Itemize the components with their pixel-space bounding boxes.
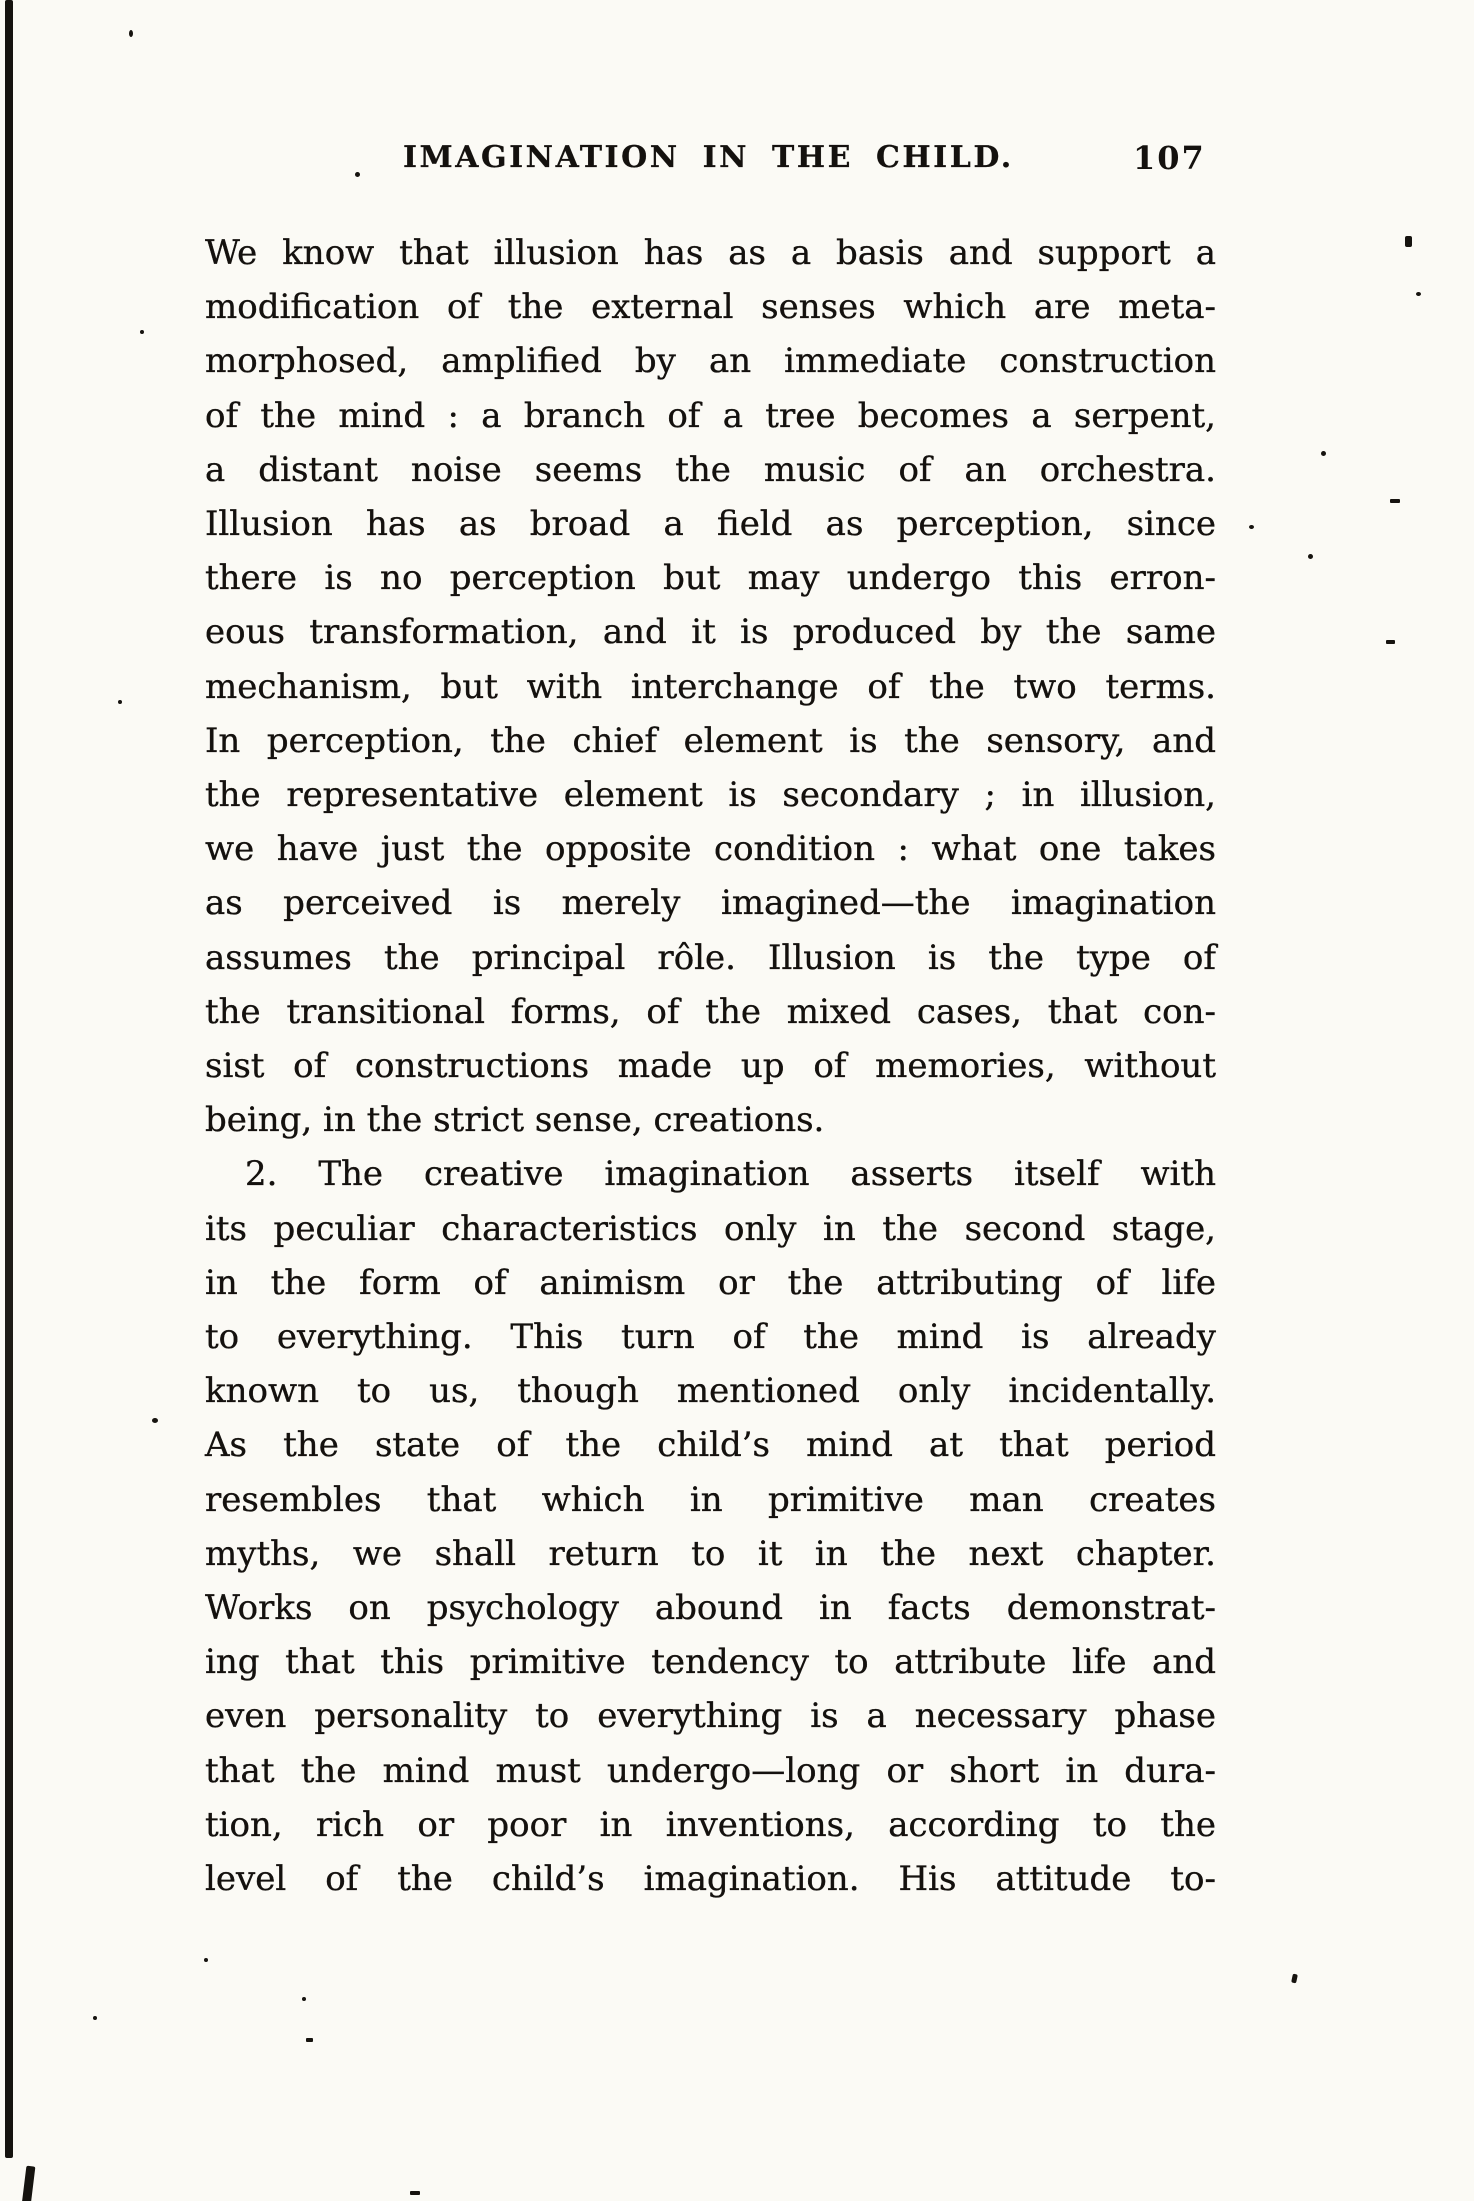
text-line: there is no perception but may undergo this erron- <box>205 558 1216 599</box>
text-line: As the state of the child’s mind at that period <box>205 1425 1216 1466</box>
text-line: morphosed, amplified by an immediate construction <box>205 341 1216 382</box>
scan-speck <box>1321 451 1326 456</box>
scan-speck <box>140 330 144 334</box>
text-line: the transitional forms, of the mixed cases, that con- <box>205 991 1216 1032</box>
text-line: known to us, though mentioned only incidentally. <box>205 1371 1216 1412</box>
scan-speck <box>1390 499 1400 503</box>
scan-speck <box>1291 1974 1298 1984</box>
scan-speck <box>152 1418 158 1423</box>
scan-speck <box>204 1958 208 1962</box>
text-line: level of the child’s imagination. His attitude to- <box>205 1859 1216 1900</box>
text-line: we have just the opposite condition : what one takes <box>205 829 1216 870</box>
text-line: to everything. This turn of the mind is already <box>205 1317 1216 1358</box>
text-line: We know that illusion has as a basis and support a <box>205 233 1216 273</box>
scan-speck <box>1308 554 1313 559</box>
page-number: 107 <box>1133 139 1206 177</box>
scan-speck <box>1416 292 1421 296</box>
scan-speck <box>302 1997 306 2001</box>
text-line: sist of constructions made up of memories, without <box>205 1046 1216 1087</box>
scan-speck <box>306 2038 313 2042</box>
text-line: modification of the external senses which are meta- <box>205 287 1216 328</box>
text-line: resembles that which in primitive man creates <box>205 1479 1216 1520</box>
scan-speck <box>410 2191 420 2195</box>
scan-speck <box>1386 640 1395 644</box>
text-line: ing that this primitive tendency to attribute life and <box>205 1642 1216 1683</box>
text-line: a distant noise seems the music of an orchestra. <box>205 449 1216 490</box>
scan-speck <box>355 172 360 177</box>
text-line: in the form of animism or the attributing of life <box>205 1262 1216 1303</box>
text-line: that the mind must undergo—long or short in dura- <box>205 1750 1216 1791</box>
running-header-title: IMAGINATION IN THE CHILD. <box>403 140 1014 175</box>
text-line: eous transformation, and it is produced by the same <box>205 612 1216 653</box>
text-line: 2. The creative imagination asserts itself with <box>245 1154 1216 1195</box>
text-line: mechanism, but with interchange of the two terms. <box>205 666 1216 707</box>
text-line: Illusion has as broad a field as perception, since <box>205 504 1216 545</box>
text-line: the representative element is secondary ; in illusion, <box>205 775 1216 816</box>
book-spine-line-bottom <box>22 2166 36 2201</box>
text-line: In perception, the chief element is the sensory, and <box>205 720 1216 761</box>
scan-speck <box>1405 236 1412 247</box>
scan-speck <box>118 700 122 704</box>
text-line: of the mind : a branch of a tree becomes a serpent, <box>205 395 1216 436</box>
text-line: being, in the strict sense, creations. <box>205 1100 825 1141</box>
text-line: Works on psychology abound in facts demonstrat- <box>205 1588 1216 1629</box>
text-line: as perceived is merely imagined—the imagination <box>205 883 1216 924</box>
text-line: tion, rich or poor in inventions, according to the <box>205 1804 1216 1845</box>
book-spine-line <box>5 0 13 2158</box>
scan-speck <box>129 30 133 37</box>
text-line: its peculiar characteristics only in the second stage, <box>205 1208 1216 1249</box>
text-line: assumes the principal rôle. Illusion is the type of <box>205 937 1216 978</box>
scan-speck <box>1249 525 1254 529</box>
scan-speck <box>93 2016 97 2020</box>
body-text-block <box>205 226 1216 1906</box>
text-line: myths, we shall return to it in the next chapter. <box>205 1533 1216 1574</box>
text-line: even personality to everything is a necessary phase <box>205 1696 1216 1737</box>
